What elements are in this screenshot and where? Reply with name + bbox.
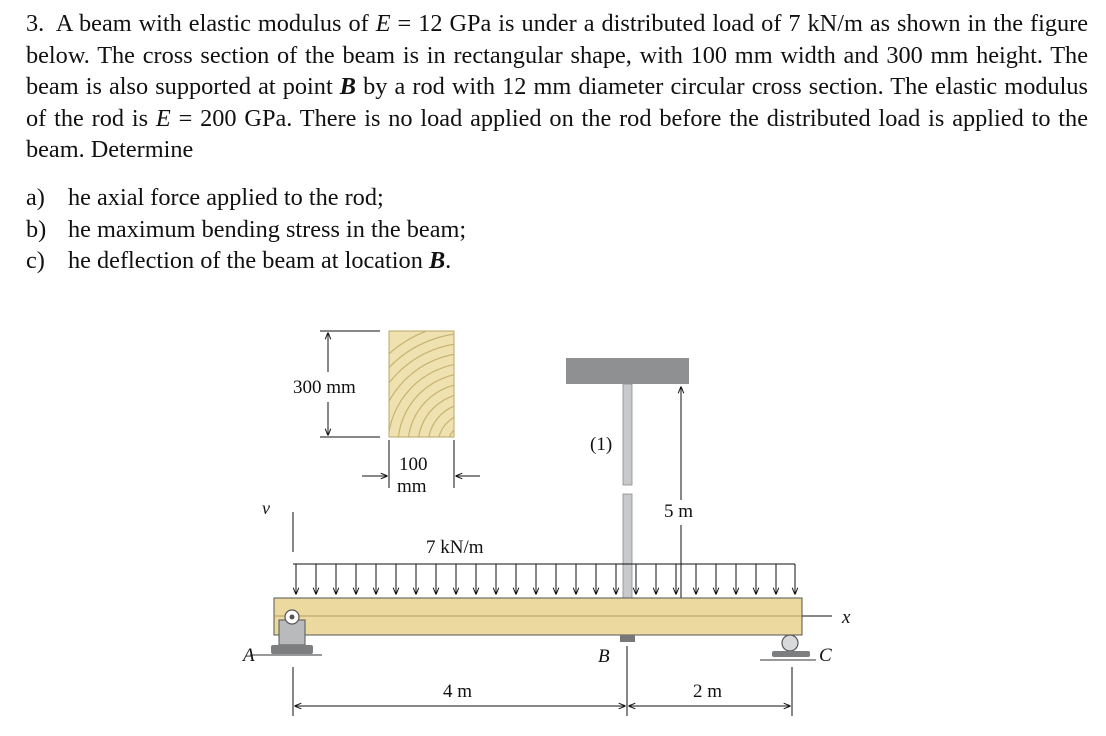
point-c-label: C [819, 645, 832, 666]
question-part-a: a) he axial force applied to the rod; [26, 184, 384, 211]
rod [623, 384, 632, 632]
question-part-b: b) he maximum bending stress in the beam; [26, 215, 467, 243]
rod-length-label: 5 m [664, 501, 694, 522]
problem-statement: 3. A beam with elastic modulus of E = 12 GPa is under a distributed load of 7 kN/m as shown in the figure below. The cross section of the beam is in rectangular shape, with 100 mm width and 300 mm height. The beam is also supported at point B by a rod with 12 mm diameter circular cross section. The elastic modulus of the rod is E = 200 GPa. There is no load applied on the rod before the distributed load is applied to the beam. Determine [26, 10, 1088, 163]
span-ab-label: 4 m [443, 681, 473, 702]
question-part-c: c) he deflection of the beam at location B. [26, 247, 452, 274]
cross-section [348, 323, 592, 567]
width-label-unit: mm [397, 476, 427, 497]
v-axis-label: v [262, 498, 270, 518]
span-bc-label: 2 m [693, 681, 723, 702]
wood-grain-icon [348, 323, 592, 567]
distributed-load-arrows [296, 564, 795, 594]
width-label-number: 100 [399, 454, 428, 475]
rod-label: (1) [590, 434, 613, 455]
problem-number: 3. [26, 10, 45, 37]
load-label: 7 kN/m [426, 537, 484, 558]
x-axis-label: x [842, 607, 851, 628]
ceiling-support [566, 358, 689, 384]
point-b-label: B [598, 646, 610, 667]
roller-support-c [760, 635, 816, 660]
height-label: 300 mm [293, 377, 356, 398]
beam [274, 598, 802, 635]
rod-connector-b [620, 635, 635, 642]
point-a-label: A [243, 645, 255, 666]
